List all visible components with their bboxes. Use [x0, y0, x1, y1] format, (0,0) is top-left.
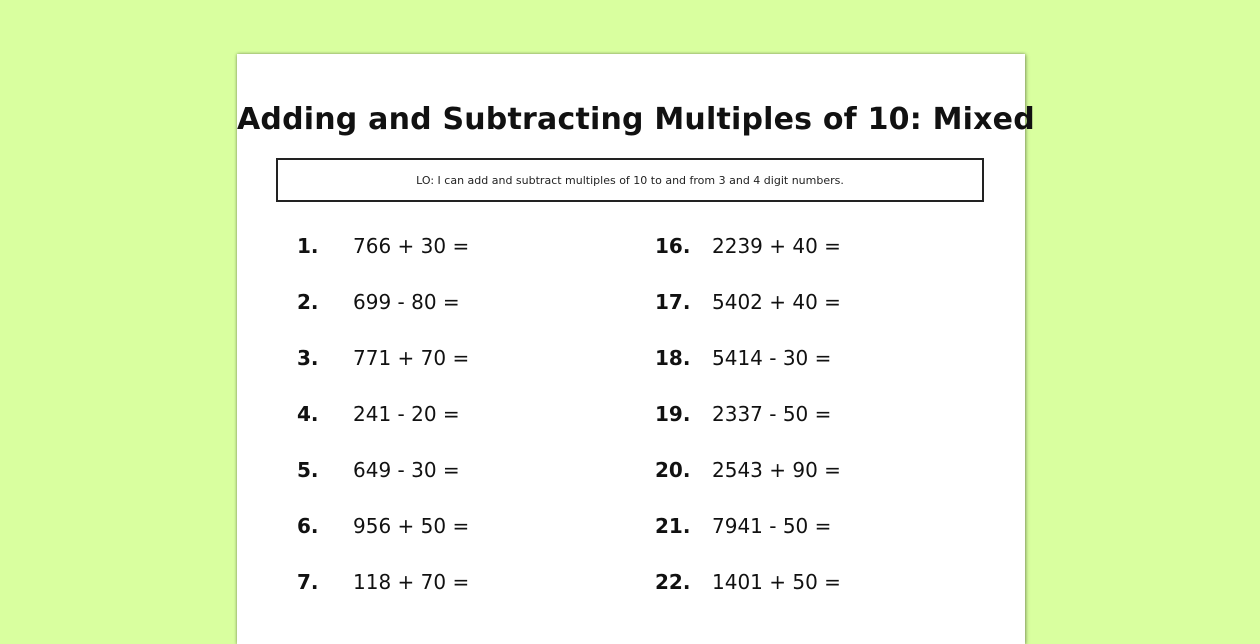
question-number: 5. [297, 458, 319, 482]
questions-left-column [297, 234, 637, 626]
question-expression: 699 - 80 = [353, 290, 460, 314]
question-number: 19. [655, 402, 691, 426]
question-number: 17. [655, 290, 691, 314]
question-row [655, 290, 995, 346]
learning-objective-text: LO: I can add and subtract multiples of 10 to and from 3 and 4 digit numbers. [416, 173, 844, 187]
question-row [655, 402, 995, 458]
question-number: 22. [655, 570, 691, 594]
questions-right-column [655, 234, 995, 626]
learning-objective-box [276, 158, 984, 202]
question-row [297, 570, 637, 626]
question-number: 1. [297, 234, 319, 258]
worksheet-title: Adding and Subtracting Multiples of 10: Mixed [237, 102, 1035, 137]
question-number: 7. [297, 570, 319, 594]
question-row [297, 514, 637, 570]
question-row [655, 458, 995, 514]
question-row [297, 458, 637, 514]
question-row [655, 346, 995, 402]
question-expression: 5414 - 30 = [712, 346, 832, 370]
question-number: 6. [297, 514, 319, 538]
question-number: 18. [655, 346, 691, 370]
question-number: 21. [655, 514, 691, 538]
question-number: 20. [655, 458, 691, 482]
question-number: 4. [297, 402, 319, 426]
question-expression: 2543 + 90 = [712, 458, 841, 482]
question-row [655, 570, 995, 626]
question-expression: 956 + 50 = [353, 514, 470, 538]
question-expression: 649 - 30 = [353, 458, 460, 482]
question-row [655, 514, 995, 570]
question-expression: 2337 - 50 = [712, 402, 832, 426]
question-row [297, 290, 637, 346]
question-row [297, 402, 637, 458]
question-number: 16. [655, 234, 691, 258]
question-expression: 5402 + 40 = [712, 290, 841, 314]
question-row [655, 234, 995, 290]
question-row [297, 234, 637, 290]
question-expression: 771 + 70 = [353, 346, 470, 370]
question-expression: 1401 + 50 = [712, 570, 841, 594]
question-expression: 7941 - 50 = [712, 514, 832, 538]
question-expression: 118 + 70 = [353, 570, 470, 594]
question-number: 2. [297, 290, 319, 314]
question-expression: 241 - 20 = [353, 402, 460, 426]
question-number: 3. [297, 346, 319, 370]
question-expression: 2239 + 40 = [712, 234, 841, 258]
question-expression: 766 + 30 = [353, 234, 470, 258]
question-row [297, 346, 637, 402]
worksheet-page [237, 54, 1035, 644]
